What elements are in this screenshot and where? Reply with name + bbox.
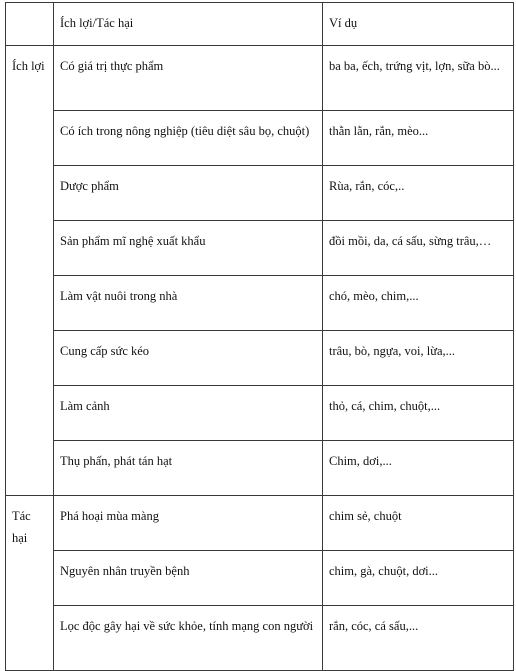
table-row (6, 111, 514, 166)
header-cell-blank (6, 3, 54, 46)
table-row (6, 331, 514, 386)
table-row (6, 606, 514, 671)
header-cell-example: Ví dụ (323, 3, 514, 46)
table-row (6, 276, 514, 331)
table-container (5, 2, 514, 671)
row-example: rắn, cóc, cá sấu,... (323, 606, 514, 671)
row-example: chim sẻ, chuột (323, 496, 514, 551)
header-cell-benefit-harm: Ích lợi/Tác hại (54, 3, 323, 46)
header-row (6, 3, 514, 46)
table-row (6, 496, 514, 551)
table-row (6, 166, 514, 221)
row-example: Rùa, rắn, cóc,.. (323, 166, 514, 221)
row-item: Dược phẩm (54, 166, 323, 221)
table-row (6, 46, 514, 111)
row-example: đồi mồi, da, cá sấu, sừng trâu,… (323, 221, 514, 276)
table-row (6, 386, 514, 441)
row-example: Chim, dơi,... (323, 441, 514, 496)
row-item: Cung cấp sức kéo (54, 331, 323, 386)
row-example: chó, mèo, chim,... (323, 276, 514, 331)
row-example: thằn lằn, rắn, mèo... (323, 111, 514, 166)
row-item: Sản phẩm mĩ nghệ xuất khẩu (54, 221, 323, 276)
row-item: Phá hoại mùa màng (54, 496, 323, 551)
row-example: ba ba, ếch, trứng vịt, lợn, sữa bò... (323, 46, 514, 111)
group-label-benefits: Ích lợi (6, 46, 54, 496)
row-item: Có giá trị thực phẩm (54, 46, 323, 111)
group-label-harms: Tác hại (6, 496, 54, 671)
table-row (6, 221, 514, 276)
row-example: thỏ, cá, chim, chuột,... (323, 386, 514, 441)
row-item: Làm cảnh (54, 386, 323, 441)
row-example: chim, gà, chuột, dơi... (323, 551, 514, 606)
row-item: Thụ phấn, phát tán hạt (54, 441, 323, 496)
row-item: Lọc độc gây hại về sức khỏe, tính mạng con người (54, 606, 323, 671)
benefits-harms-table (5, 2, 514, 671)
table-row (6, 551, 514, 606)
row-item: Nguyên nhân truyền bệnh (54, 551, 323, 606)
row-item: Làm vật nuôi trong nhà (54, 276, 323, 331)
table-row (6, 441, 514, 496)
row-example: trâu, bò, ngựa, voi, lừa,... (323, 331, 514, 386)
row-item: Có ích trong nông nghiệp (tiêu diệt sâu bọ, chuột) (54, 111, 323, 166)
